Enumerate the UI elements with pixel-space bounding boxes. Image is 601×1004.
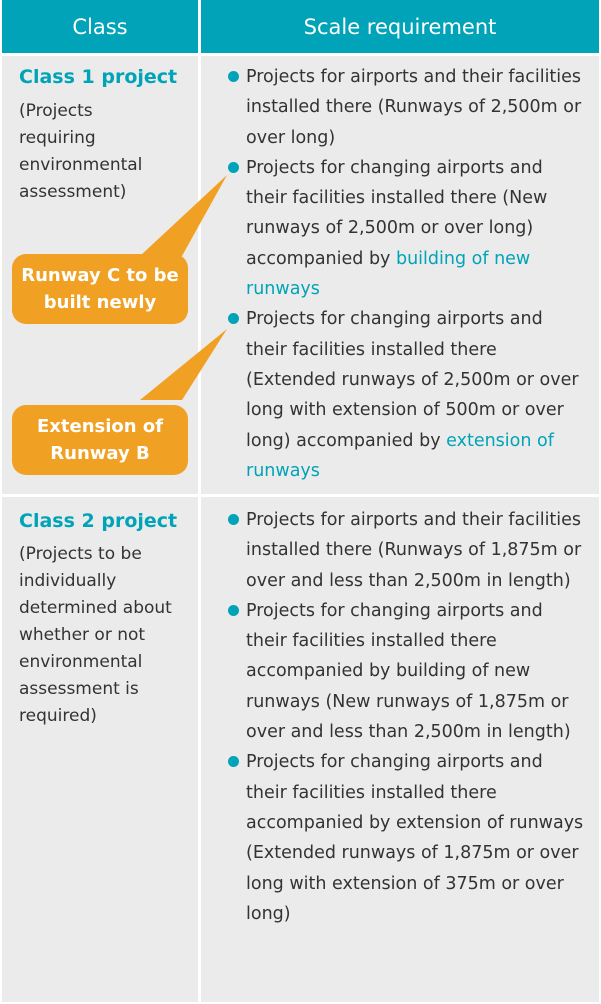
callout-runway-c-label: Runway C to be built newly — [21, 265, 179, 313]
class1-title: Class 1 project — [19, 66, 178, 88]
bullet-icon — [228, 162, 239, 173]
callout-runway-c — [12, 254, 188, 324]
list-item: Projects for changing airports and their facilities installed there (Extended runways of 2,500m or over long with extension of 500m or over long) accompanied by extension of runways — [229, 304, 589, 486]
list-item: Projects for changing airports and their facilities installed there accompanied by building of new runways (New runways of 1,875m or over and less than 2,500m in length) — [229, 596, 589, 747]
highlight-text: extension of runways — [246, 430, 554, 481]
list-item: Projects for changing airports and their facilities installed there accompanied by extension of runways (Extended runways of 1,875m or over long with extension of 375m or over long) — [229, 747, 589, 929]
list-item: Projects for airports and their facilities installed there (Runways of 2,500m or over long) — [229, 62, 589, 153]
class1-subtitle: (Projects requiring environmental assessment) — [19, 101, 143, 202]
list-item: Projects for airports and their facilities installed there (Runways of 1,875m or over and less than 2,500m in length) — [229, 505, 589, 596]
callout-runway-b-label: Extension of Runway B — [36, 416, 164, 464]
bullet-icon — [228, 514, 239, 525]
highlight-text: building of new runways — [246, 248, 531, 300]
class2-requirement-list — [229, 505, 589, 929]
header-scale-requirement: Scale requirement — [201, 0, 599, 53]
class1-requirement-list — [229, 62, 589, 486]
bullet-icon — [228, 71, 239, 82]
header-class: Class — [2, 0, 198, 53]
callout-runway-b — [12, 405, 188, 475]
bullet-icon — [228, 605, 239, 616]
class2-subtitle: (Projects to be individually determined about whether or not environmental assessment is required) — [19, 544, 172, 726]
class2-title: Class 2 project — [19, 510, 178, 532]
list-item: Projects for changing airports and their facilities installed there (New runways of 2,500m or over long) accompanied by building of new runways — [229, 153, 589, 304]
